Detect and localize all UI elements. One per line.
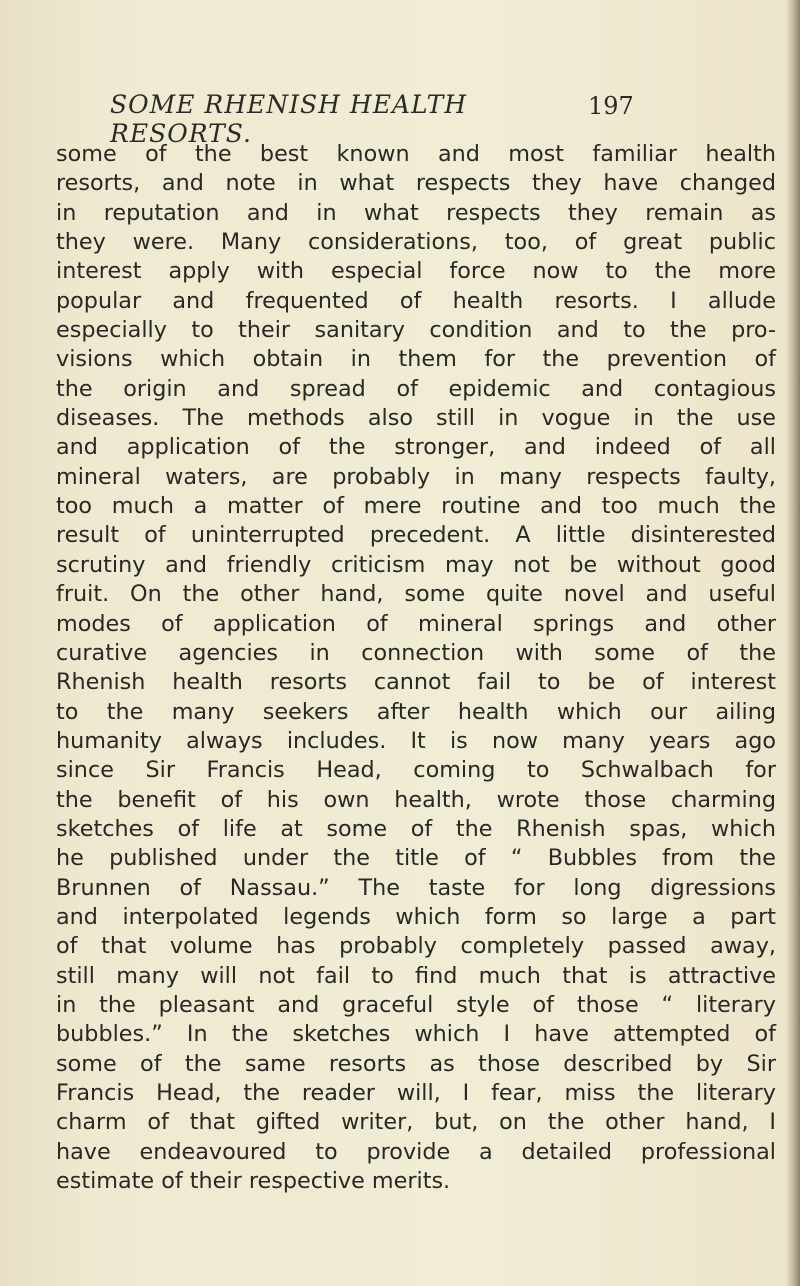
- text-line: curative agencies in connection with some of the: [56, 639, 776, 666]
- text-line: too much a matter of mere routine and too much the: [56, 493, 776, 520]
- text-line: in reputation and in what respects they remain as: [56, 199, 776, 226]
- text-line: scrutiny and friendly criticism may not be without good: [56, 551, 776, 578]
- text-line: diseases. The methods also still in vogue in the use: [56, 405, 776, 432]
- text-line: and application of the stronger, and indeed of all: [56, 434, 776, 461]
- text-line: they were. Many considerations, too, of great public: [56, 229, 776, 256]
- text-line: estimate of their respective merits.: [56, 1168, 451, 1195]
- text-line: especially to their sanitary condition and to the pro-: [56, 317, 776, 344]
- text-line: mineral waters, are probably in many respects faulty,: [56, 463, 776, 490]
- page-number: 197: [588, 92, 634, 120]
- text-line: of that volume has probably completely passed away,: [56, 933, 776, 960]
- text-line: bubbles.” In the sketches which I have attempted of: [56, 1021, 776, 1048]
- text-line: charm of that gifted writer, but, on the other hand, I: [56, 1109, 776, 1136]
- text-line: sketches of life at some of the Rhenish spas, which: [56, 815, 776, 842]
- text-line: Rhenish health resorts cannot fail to be of interest: [56, 669, 776, 696]
- text-line: interest apply with especial force now to the more: [56, 258, 776, 285]
- text-line: modes of application of mineral springs and other: [56, 610, 776, 637]
- text-line: Francis Head, the reader will, I fear, miss the literary: [56, 1080, 776, 1106]
- text-line: some of the best known and most familiar health: [56, 141, 776, 167]
- text-line: result of uninterrupted precedent. A little disinterested: [56, 522, 776, 549]
- text-line: the origin and spread of epidemic and contagious: [56, 375, 776, 402]
- text-line: still many will not fail to find much that is attractive: [56, 962, 776, 989]
- text-line: he published under the title of “ Bubbles from the: [56, 845, 776, 872]
- text-line: the benefit of his own health, wrote those charming: [56, 786, 776, 813]
- text-line: humanity always includes. It is now many years ago: [56, 727, 776, 754]
- body-paragraph: [56, 140, 776, 1196]
- text-line: to the many seekers after health which our ailing: [56, 698, 776, 725]
- text-line: some of the same resorts as those described by Sir: [56, 1050, 776, 1077]
- text-line: Brunnen of Nassau.” The taste for long digressions: [56, 874, 776, 901]
- text-line: visions which obtain in them for the prevention of: [56, 346, 776, 373]
- page-edge-shadow: [786, 0, 800, 1286]
- text-line: in the pleasant and graceful style of those “ literary: [56, 991, 776, 1018]
- running-title: SOME RHENISH HEALTH RESORTS.: [110, 90, 468, 148]
- text-line: and interpolated legends which form so large a part: [56, 903, 776, 930]
- text-line: popular and frequented of health resorts. I allude: [56, 287, 776, 314]
- text-line: resorts, and note in what respects they have changed: [56, 170, 776, 197]
- text-line: since Sir Francis Head, coming to Schwalbach for: [56, 757, 776, 784]
- text-line: have endeavoured to provide a detailed professional: [56, 1138, 776, 1165]
- text-line: fruit. On the other hand, some quite novel and useful: [56, 581, 776, 608]
